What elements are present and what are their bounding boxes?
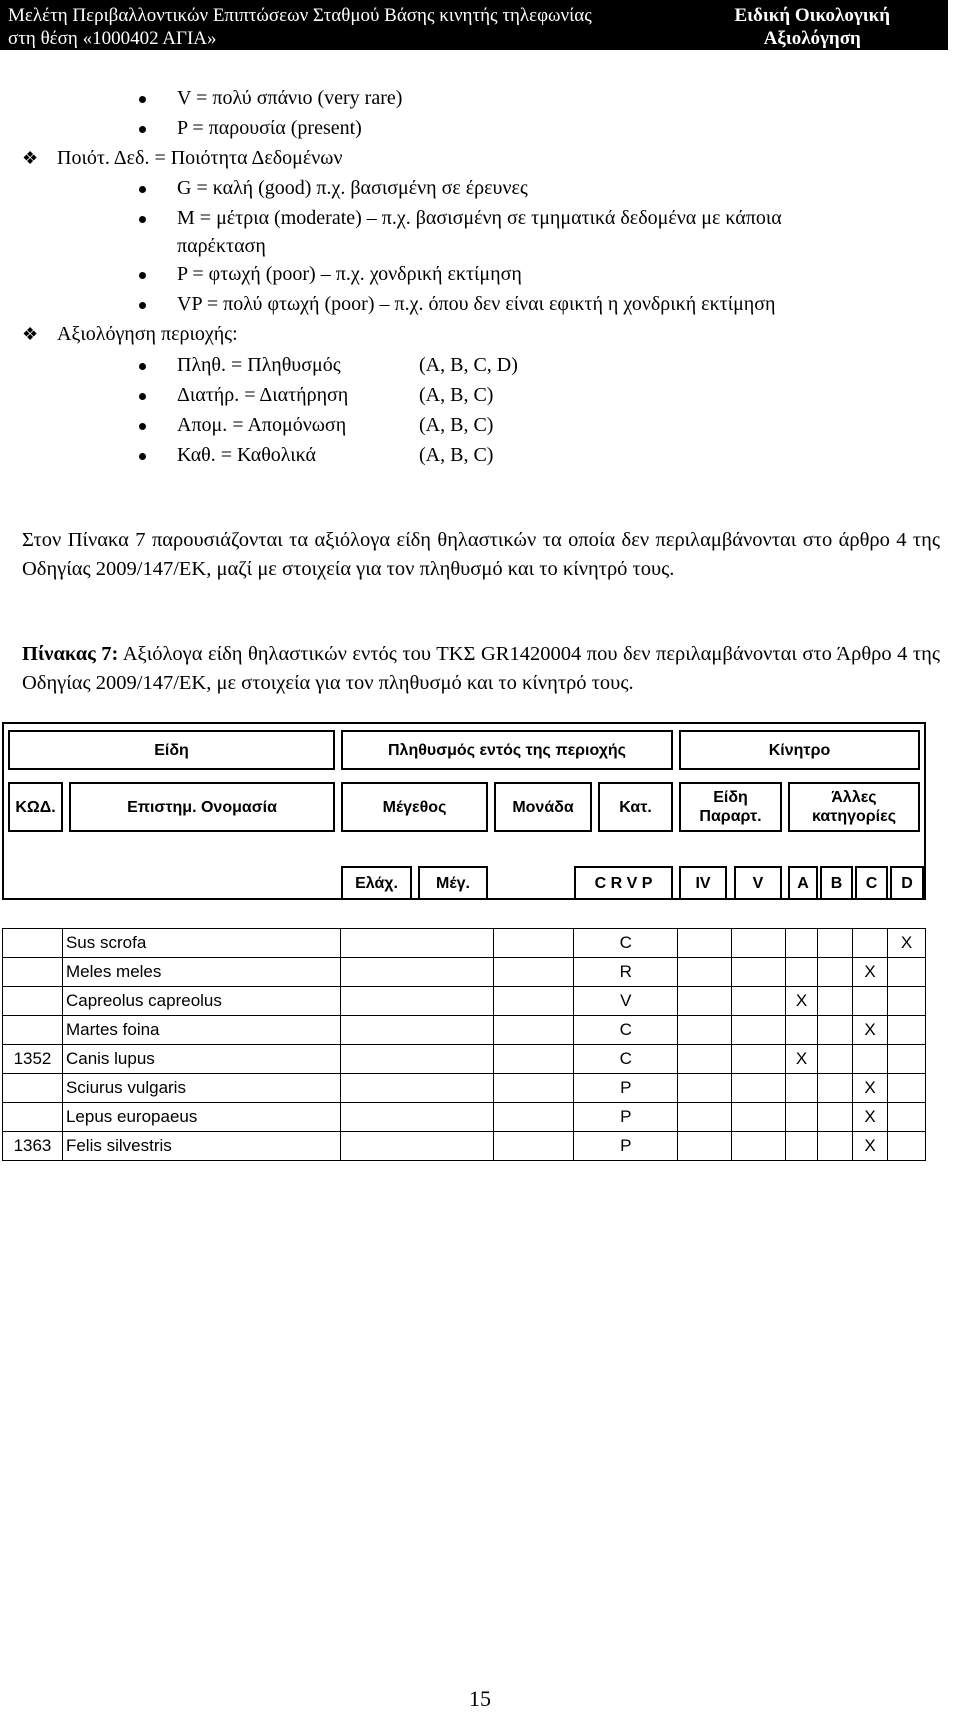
column-header-code: ΚΩΔ. <box>8 782 63 832</box>
cell-cat: P <box>574 1132 678 1161</box>
cell-empty <box>494 958 574 987</box>
table-caption <box>22 640 940 698</box>
cell-empty <box>340 1103 494 1132</box>
cell-v <box>732 1045 786 1074</box>
column-header-annex-species: Είδη Παραρτ. <box>679 782 782 832</box>
cell-v <box>732 958 786 987</box>
table-row <box>3 987 926 1016</box>
cell-c <box>853 987 888 1016</box>
cell-cat: C <box>574 1016 678 1045</box>
column-header-other-categories: Άλλες κατηγορίες <box>788 782 920 832</box>
cell-b <box>818 1045 853 1074</box>
list-item: M = μέτρια (moderate) – π.χ. βασισμένη σε τμηματικά δεδομένα με κάποια <box>177 207 782 229</box>
cell-a <box>786 1132 818 1161</box>
column-header-scientific-name: Επιστημ. Ονομασία <box>69 782 335 832</box>
cell-d <box>887 1045 925 1074</box>
cell-name: Meles meles <box>62 958 340 987</box>
table-row <box>3 958 926 987</box>
cell-v <box>732 1074 786 1103</box>
cell-iv <box>678 987 732 1016</box>
assessment-label: Καθ. = Καθολικά <box>177 444 317 466</box>
table-caption-text: Αξιόλογα είδη θηλαστικών εντός του ΤΚΣ GR1420004 που δεν περιλαμβάνονται στο Άρθρο 4 της Οδηγίας 2009/147/ΕΚ, με στοιχεία για τον πληθυσμό και το κίνητρό τους. <box>22 643 940 694</box>
group-header-population: Πληθυσμός εντός της περιοχής <box>341 730 673 770</box>
cell-empty <box>494 1016 574 1045</box>
cell-empty <box>340 929 494 958</box>
column-header-v: V <box>734 866 782 900</box>
cell-iv <box>678 1016 732 1045</box>
quality-title: Ποιότ. Δεδ. = Ποιότητα Δεδομένων <box>57 147 343 169</box>
cell-empty <box>494 1132 574 1161</box>
table-row <box>3 1103 926 1132</box>
cell-c: X <box>853 1074 888 1103</box>
cell-code <box>3 958 63 987</box>
cell-d <box>887 1016 925 1045</box>
species-table <box>2 928 926 1161</box>
list-item: VP = πολύ φτωχή (poor) – π.χ. όπου δεν είναι εφικτή η χονδρική εκτίμηση <box>177 293 776 315</box>
cell-v <box>732 987 786 1016</box>
cell-empty <box>494 1045 574 1074</box>
page-number: 15 <box>469 1686 491 1711</box>
bullet-icon <box>139 453 146 460</box>
bullet-icon <box>139 216 146 223</box>
column-header-crvp: C R V P <box>574 866 673 900</box>
assessment-values: (A, B, C) <box>419 414 494 436</box>
cell-cat: R <box>574 958 678 987</box>
cell-a <box>786 1074 818 1103</box>
cell-iv <box>678 1103 732 1132</box>
cell-a <box>786 958 818 987</box>
cell-v <box>732 1103 786 1132</box>
cell-cat: P <box>574 1103 678 1132</box>
cell-code: 1352 <box>3 1045 63 1074</box>
cell-a: X <box>786 1045 818 1074</box>
column-header-min: Ελάχ. <box>341 866 412 900</box>
bullet-icon <box>139 423 146 430</box>
cell-b <box>818 1103 853 1132</box>
assessment-label: Απομ. = Απομόνωση <box>177 414 347 436</box>
header-title-line2: στη θέση «1000402 ΑΓΙΑ» <box>8 28 217 49</box>
cell-empty <box>340 958 494 987</box>
cell-name: Sus scrofa <box>62 929 340 958</box>
cell-name: Capreolus capreolus <box>62 987 340 1016</box>
cell-code <box>3 929 63 958</box>
cell-code <box>3 1016 63 1045</box>
cell-a <box>786 1016 818 1045</box>
cell-code <box>3 1103 63 1132</box>
cell-d <box>887 1074 925 1103</box>
cell-b <box>818 929 853 958</box>
cell-iv <box>678 1132 732 1161</box>
cell-name: Martes foina <box>62 1016 340 1045</box>
cell-cat: C <box>574 929 678 958</box>
group-header-species: Είδη <box>8 730 335 770</box>
cell-iv <box>678 1074 732 1103</box>
header-title-line1: Μελέτη Περιβαλλοντικών Επιπτώσεων Σταθμού Βάσης κινητής τηλεφωνίας <box>8 5 592 26</box>
table-caption-label: Πίνακας 7: <box>22 643 119 665</box>
column-header-d: D <box>890 866 924 900</box>
column-header-a: A <box>788 866 818 900</box>
cell-c: X <box>853 1016 888 1045</box>
list-item: P = παρουσία (present) <box>177 117 362 139</box>
column-header-c: C <box>855 866 888 900</box>
list-item-continuation: παρέκταση <box>177 235 266 257</box>
assessment-label: Διατήρ. = Διατήρηση <box>177 384 349 406</box>
cell-name: Canis lupus <box>62 1045 340 1074</box>
cell-iv <box>678 958 732 987</box>
assessment-values: (A, B, C, D) <box>419 354 518 376</box>
bullet-icon <box>139 96 146 103</box>
cell-c: X <box>853 1132 888 1161</box>
list-item: P = φτωχή (poor) – π.χ. χονδρική εκτίμηση <box>177 263 522 285</box>
column-header-max: Μέγ. <box>418 866 488 900</box>
table-row <box>3 1016 926 1045</box>
cell-empty <box>340 1132 494 1161</box>
cell-empty <box>340 987 494 1016</box>
table-row <box>3 1074 926 1103</box>
cell-empty <box>494 1074 574 1103</box>
cell-empty <box>340 1016 494 1045</box>
column-header-iv: IV <box>679 866 727 900</box>
cell-b <box>818 1016 853 1045</box>
cell-c <box>853 1045 888 1074</box>
page-header <box>0 0 948 50</box>
assessment-label: Πληθ. = Πληθυσμός <box>177 354 341 376</box>
bullet-icon <box>139 272 146 279</box>
assessment-values: (A, B, C) <box>419 384 494 406</box>
cell-d <box>887 1132 925 1161</box>
cell-code: 1363 <box>3 1132 63 1161</box>
cell-code <box>3 1074 63 1103</box>
bullet-icon <box>139 363 146 370</box>
list-item: G = καλή (good) π.χ. βασισμένη σε έρευνες <box>177 177 528 199</box>
diamond-bullet-icon: ❖ <box>22 148 39 168</box>
cell-code <box>3 987 63 1016</box>
cell-empty <box>494 1103 574 1132</box>
cell-a <box>786 1103 818 1132</box>
cell-cat: C <box>574 1045 678 1074</box>
cell-v <box>732 929 786 958</box>
cell-name: Sciurus vulgaris <box>62 1074 340 1103</box>
cell-name: Felis silvestris <box>62 1132 340 1161</box>
group-header-motive: Κίνητρο <box>679 730 920 770</box>
cell-iv <box>678 929 732 958</box>
column-header-b: B <box>820 866 853 900</box>
cell-b <box>818 987 853 1016</box>
cell-v <box>732 1132 786 1161</box>
header-section-title <box>734 4 890 50</box>
cell-cat: V <box>574 987 678 1016</box>
table-row <box>3 929 926 958</box>
table-row <box>3 1045 926 1074</box>
cell-a <box>786 929 818 958</box>
cell-c <box>853 929 888 958</box>
table-row <box>3 1132 926 1161</box>
cell-b <box>818 1132 853 1161</box>
cell-v <box>732 1016 786 1045</box>
column-header-size: Μέγεθος <box>341 782 488 832</box>
assessment-title: Αξιολόγηση περιοχής: <box>57 323 238 345</box>
bullet-icon <box>139 393 146 400</box>
cell-d: X <box>887 929 925 958</box>
cell-d <box>887 1103 925 1132</box>
cell-b <box>818 1074 853 1103</box>
cell-d <box>887 958 925 987</box>
cell-d <box>887 987 925 1016</box>
bullet-icon <box>139 302 146 309</box>
cell-empty <box>340 1045 494 1074</box>
diamond-bullet-icon: ❖ <box>22 324 39 344</box>
header-section-line2: Αξιολόγηση <box>763 28 861 49</box>
column-header-unit: Μονάδα <box>494 782 592 832</box>
header-document-title <box>8 4 592 50</box>
assessment-values: (A, B, C) <box>419 444 494 466</box>
cell-empty <box>340 1074 494 1103</box>
column-header-category: Κατ. <box>598 782 673 832</box>
list-item: V = πολύ σπάνιο (very rare) <box>177 87 403 109</box>
cell-cat: P <box>574 1074 678 1103</box>
cell-a: X <box>786 987 818 1016</box>
bullet-icon <box>139 126 146 133</box>
cell-empty <box>494 929 574 958</box>
cell-b <box>818 958 853 987</box>
cell-name: Lepus europaeus <box>62 1103 340 1132</box>
header-section-line1: Ειδική Οικολογική <box>734 5 890 26</box>
cell-empty <box>494 987 574 1016</box>
intro-paragraph: Στον Πίνακα 7 παρουσιάζονται τα αξιόλογα είδη θηλαστικών τα οποία δεν περιλαμβάνονται στο άρθρο 4 της Οδηγίας 2009/147/ΕΚ, μαζί με στοιχεία για τον πληθυσμό και το κίνητρό τους. <box>22 529 940 580</box>
cell-c: X <box>853 1103 888 1132</box>
cell-c: X <box>853 958 888 987</box>
bullet-icon <box>139 186 146 193</box>
cell-iv <box>678 1045 732 1074</box>
